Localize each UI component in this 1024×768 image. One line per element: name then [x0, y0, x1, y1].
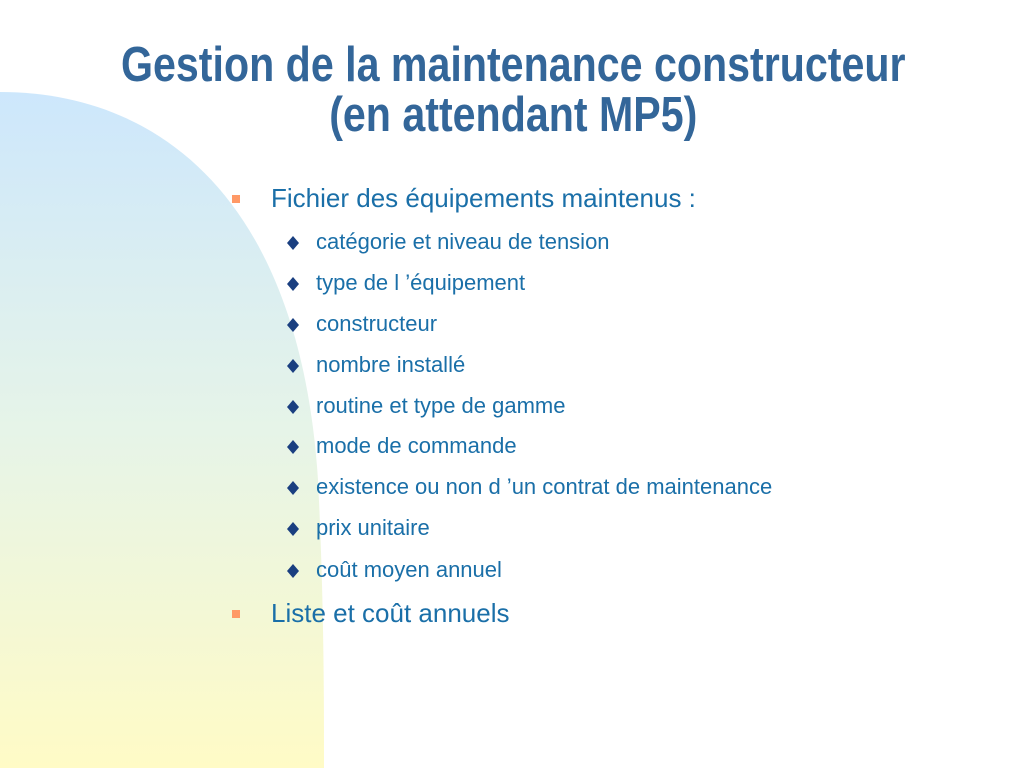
diamond-bullet-icon [286, 437, 300, 455]
sub-bullet-item-label: mode de commande [316, 433, 517, 458]
sub-bullet-item-label: coût moyen annuel [316, 557, 502, 582]
diamond-bullet-icon [286, 397, 300, 415]
sub-bullet-item-label: type de l ’équipement [316, 270, 526, 295]
sub-bullet-item-label: routine et type de gamme [316, 393, 566, 418]
slide-title-line2: (en attendant MP5) [329, 88, 698, 142]
diamond-bullet-icon [286, 519, 300, 537]
diamond-bullet-icon [286, 356, 300, 374]
sub-bullet-item-label: existence ou non d ’un contrat de maintenance [316, 474, 773, 499]
diamond-bullet-icon [286, 561, 300, 579]
bullet-item-label: Fichier des équipements maintenus : [271, 183, 696, 213]
square-bullet-icon [232, 610, 240, 618]
diamond-bullet-icon [286, 233, 300, 251]
bullet-item-label: Liste et coût annuels [271, 598, 510, 628]
sub-bullet-item-label: nombre installé [316, 352, 466, 377]
slide-title-line1: Gestion de la maintenance constructeur [121, 38, 906, 92]
sub-bullet-item-label: catégorie et niveau de tension [316, 229, 610, 254]
sub-bullet-item-label: prix unitaire [316, 515, 430, 540]
diamond-bullet-icon [286, 315, 300, 333]
diamond-bullet-icon [286, 478, 300, 496]
diamond-bullet-icon [286, 274, 300, 292]
sub-bullet-item-label: constructeur [316, 311, 438, 336]
square-bullet-icon [232, 195, 240, 203]
